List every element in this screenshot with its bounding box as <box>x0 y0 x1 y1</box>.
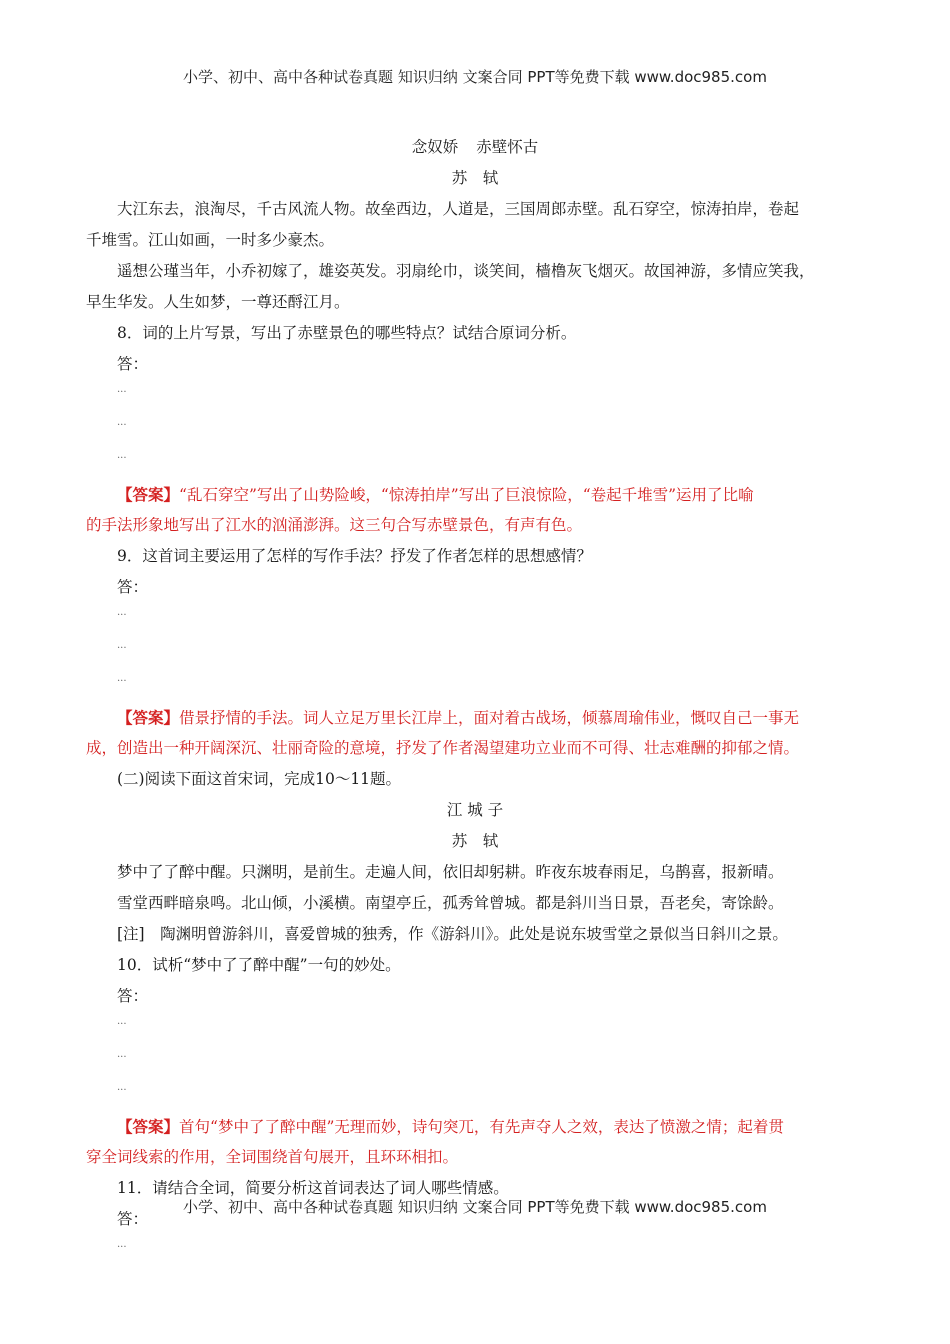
answer-text: 借景抒情的手法。词人立足万里长江岸上，面对着古战场，倾慕周瑜伟业，慨叹自己一事无 <box>179 709 800 727</box>
answer-10-line2: 穿全词线索的作用，全词围绕首句展开，且环环相扣。 <box>86 1148 459 1166</box>
poem1-line: 遥想公瑾当年，小乔初嫁了，雄姿英发。羽扇纶巾，谈笑间，樯橹灰飞烟灭。故国神游，多情应笑我， <box>117 262 815 280</box>
answer-10-line1 <box>86 1111 864 1142</box>
page-footer: 小学、初中、高中各种试卷真题 知识归纳 文案合同 PPT等免费下载 www.doc985.com <box>183 1198 767 1216</box>
answer-blank-line[interactable]: ... <box>117 607 127 618</box>
poem1-title-b: 赤壁怀古 <box>476 138 539 156</box>
answer-tag: 【答案】 <box>117 485 180 504</box>
document-body <box>86 132 864 1268</box>
answer-text: “乱石穿空”写出了山势险峻，“惊涛拍岸”写出了巨浪惊险，“卷起千堆雪”运用了比喻 <box>179 486 754 504</box>
answer-blank-line[interactable]: ... <box>117 1239 127 1250</box>
question-8: 8．词的上片写景，写出了赤壁景色的哪些特点？试结合原词分析。 <box>117 324 577 342</box>
page-header: 小学、初中、高中各种试卷真题 知识归纳 文案合同 PPT等免费下载 www.doc985.com <box>183 68 767 86</box>
answer-blank-line[interactable]: ... <box>117 1082 127 1093</box>
answer-prompt: 答： <box>117 987 149 1005</box>
poem2-author: 苏 轼 <box>451 832 499 850</box>
answer-prompt: 答： <box>117 1210 149 1228</box>
answer-text: 首句“梦中了了醉中醒”无理而妙，诗句突兀，有先声夺人之效，表达了愤激之情；起着贯 <box>179 1118 784 1136</box>
answer-blank-line[interactable]: ... <box>117 1016 127 1027</box>
question-10: 10．试析“梦中了了醉中醒”一句的妙处。 <box>117 956 401 974</box>
answer-tag: 【答案】 <box>117 708 180 727</box>
poem1-title <box>86 132 864 163</box>
section-2-heading: (二)阅读下面这首宋词，完成10～11题。 <box>117 770 402 788</box>
poem1-title-a: 念奴娇 <box>411 138 459 156</box>
answer-8-line1 <box>86 479 864 510</box>
answer-tag: 【答案】 <box>117 1117 180 1136</box>
poem1-author: 苏 轼 <box>451 169 499 187</box>
poem2-line: 雪堂西畔暗泉鸣。北山倾，小溪横。南望亭丘，孤秀耸曾城。都是斜川当日景，吾老矣，寄馀龄。 <box>117 894 784 912</box>
answer-prompt: 答： <box>117 355 149 373</box>
answer-blank-line[interactable]: ... <box>117 1049 127 1060</box>
poem2-title: 江 城 子 <box>446 801 504 819</box>
answer-blank-line[interactable]: ... <box>117 417 127 428</box>
poem1-line: 千堆雪。江山如画，一时多少豪杰。 <box>86 231 335 249</box>
answer-blank-line[interactable]: ... <box>117 450 127 461</box>
answer-blank-line[interactable]: ... <box>117 673 127 684</box>
poem1-line: 早生华发。人生如梦，一尊还酹江月。 <box>86 293 350 311</box>
answer-8-line2: 的手法形象地写出了江水的汹涌澎湃。这三句合写赤壁景色，有声有色。 <box>86 516 583 534</box>
answer-9-line1 <box>86 702 864 733</box>
poem2-note: [注] 陶渊明曾游斜川，喜爱曾城的独秀，作《游斜川》。此处是说东坡雪堂之景似当日斜川之景。 <box>117 925 788 943</box>
question-11: 11．请结合全词，简要分析这首词表达了词人哪些情感。 <box>117 1179 509 1197</box>
answer-blank-line[interactable]: ... <box>117 640 127 651</box>
poem1-line: 大江东去，浪淘尽，千古风流人物。故垒西边，人道是，三国周郎赤壁。乱石穿空，惊涛拍岸，卷起 <box>117 200 800 218</box>
answer-9-line2: 成，创造出一种开阔深沉、壮丽奇险的意境，抒发了作者渴望建功立业而不可得、壮志难酬的抑郁之情。 <box>86 739 800 757</box>
answer-prompt: 答： <box>117 578 149 596</box>
answer-blank-line[interactable]: ... <box>117 384 127 395</box>
question-9: 9．这首词主要运用了怎样的写作手法？抒发了作者怎样的思想感情？ <box>117 547 592 565</box>
poem2-line: 梦中了了醉中醒。只渊明，是前生。走遍人间，依旧却躬耕。昨夜东坡春雨足，乌鹊喜，报新晴。 <box>117 863 784 881</box>
